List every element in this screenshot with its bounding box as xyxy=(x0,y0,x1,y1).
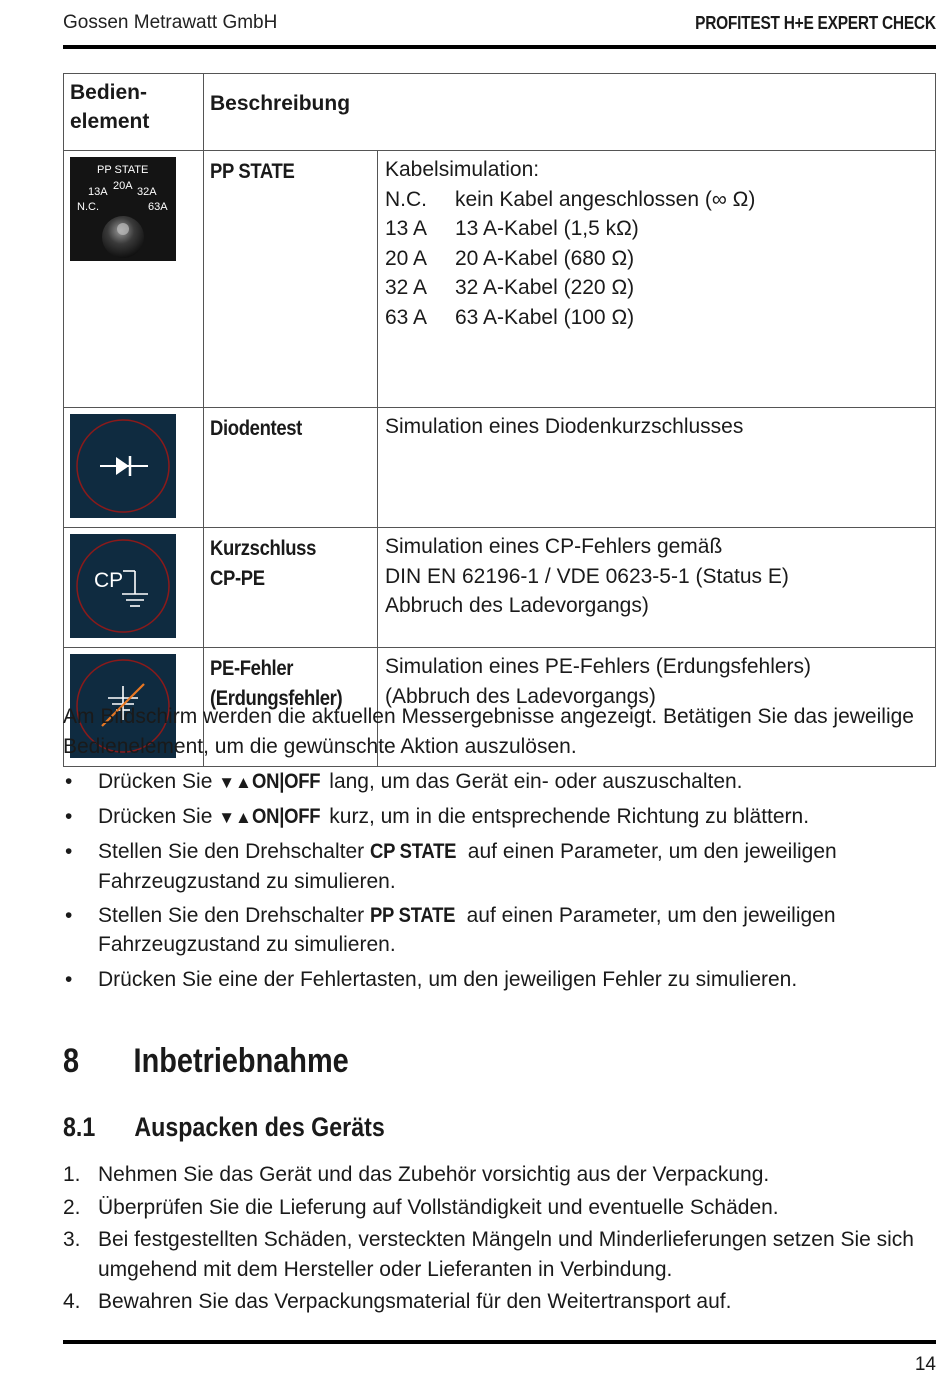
state-meaning: kein Kabel angeschlossen (∞ Ω) xyxy=(455,187,756,211)
switch-label: PP STATE xyxy=(370,903,456,927)
state-meaning: 13 A-Kabel (1,5 kΩ) xyxy=(455,217,639,241)
column-header-control: Bedien- element xyxy=(64,74,204,151)
control-description: Simulation eines Diodenkurzschlusses xyxy=(378,408,936,528)
knob-label-13a: 13A xyxy=(88,186,108,198)
bullet-text: kurz, um in die entsprechende Richtung zu blättern. xyxy=(323,805,810,829)
step-number: 4. xyxy=(63,1290,81,1314)
step-number: 3. xyxy=(63,1228,81,1252)
rotary-knob-icon xyxy=(70,157,176,261)
state-code: 20 A xyxy=(385,246,428,270)
state-code: 32 A xyxy=(385,276,428,300)
table-row xyxy=(64,528,936,648)
knob-label-nc: N.C. xyxy=(77,201,99,213)
diode-icon xyxy=(70,414,176,518)
state-meaning: 63 A-Kabel (100 Ω) xyxy=(455,305,635,329)
cp-icon-label: CP xyxy=(94,569,124,592)
bullet-text: Drücken Sie xyxy=(98,770,219,793)
key-label: ON|OFF xyxy=(251,805,321,829)
header-company: Gossen Metrawatt GmbH xyxy=(63,12,278,33)
control-name: PE-Fehler (Erdungsfehler) xyxy=(210,657,343,710)
control-name: Kurzschluss CP-PE xyxy=(210,537,317,590)
table-row xyxy=(64,151,936,408)
instruction-list xyxy=(63,767,938,999)
state-code: N.C. xyxy=(385,187,427,211)
bullet-text: auf einen Parameter, um den jeweiligen Fahrzeugzustand zu simulieren. xyxy=(98,840,837,893)
cp-ground-icon xyxy=(70,534,176,638)
pp-state-knob-image xyxy=(70,157,176,261)
step-text: Überprüfen Sie die Lieferung auf Vollständigkeit und eventuelle Schäden. xyxy=(98,1195,779,1219)
unpacking-steps xyxy=(63,1160,938,1320)
knob-label-title: PP STATE xyxy=(97,164,149,176)
section-number: 8 xyxy=(63,1042,80,1080)
bullet-text: Stellen Sie den Drehschalter xyxy=(98,840,370,864)
step-number: 2. xyxy=(63,1195,81,1219)
bullet-text: Stellen Sie den Drehschalter xyxy=(98,903,370,927)
table-header-row xyxy=(64,74,936,151)
key-label: ON|OFF xyxy=(251,770,321,793)
arrow-keys-icon: ▼▲ xyxy=(218,773,252,792)
header-rule xyxy=(63,45,936,49)
description-line: Kabelsimulation: xyxy=(385,158,540,181)
pp-state-description xyxy=(385,155,929,333)
list-item xyxy=(63,1225,938,1284)
section-heading xyxy=(63,1042,349,1081)
control-name: Diodentest xyxy=(210,417,302,440)
list-item xyxy=(63,1287,938,1317)
bullet-text: Drücken Sie eine der Fehlertasten, um den jeweiligen Fehler zu simulieren. xyxy=(98,967,798,991)
controls-table xyxy=(63,73,936,767)
control-description: Simulation eines CP-Fehlers gemäß DIN EN 62196-1 / VDE 0623-5-1 (Status E) Abbruch des Ladevorgangs) xyxy=(378,528,936,648)
list-item: • Drücken Sie ▼▲ON|OFF lang, um das Gerät ein- oder auszuschalten. xyxy=(63,767,938,798)
table-row xyxy=(64,408,936,528)
column-header-description: Beschreibung xyxy=(204,74,936,151)
section-title: Inbetriebnahme xyxy=(133,1042,349,1080)
list-item: • Drücken Sie ▼▲ON|OFF kurz, um in die entsprechende Richtung zu blättern. xyxy=(63,802,938,833)
list-item xyxy=(63,1193,938,1223)
arrow-keys-icon: ▼▲ xyxy=(218,808,252,828)
step-number: 1. xyxy=(63,1163,81,1186)
step-text: Bewahren Sie das Verpackungsmaterial für den Weitertransport auf. xyxy=(98,1290,732,1314)
cp-pe-button-image xyxy=(70,534,176,638)
knob-label-20a: 20A xyxy=(113,180,133,192)
control-description: Simulation eines PE-Fehlers (Erdungsfehlers) (Abbruch des Ladevorgangs) xyxy=(378,648,936,767)
page-number: 14 xyxy=(914,1354,936,1375)
bullet-text: Drücken Sie xyxy=(98,805,219,829)
state-meaning: 32 A-Kabel (220 Ω) xyxy=(455,276,635,300)
bullet-text: lang, um das Gerät ein- oder auszuschalten. xyxy=(323,770,743,793)
state-code: 13 A xyxy=(385,217,428,241)
subsection-number: 8.1 xyxy=(63,1112,96,1142)
subsection-heading xyxy=(63,1112,385,1143)
list-item: • Stellen Sie den Drehschalter CP STATE auf einen Parameter, um den jeweiligen Fahrzeugzustand zu simulieren. xyxy=(63,837,938,896)
switch-label: CP STATE xyxy=(370,840,457,864)
knob-label-32a: 32A xyxy=(137,186,157,198)
list-item: • Drücken Sie eine der Fehlertasten, um den jeweiligen Fehler zu simulieren. xyxy=(65,967,798,991)
step-text: Bei festgestellten Schäden, versteckten Mängeln und Minderlieferungen setzen Sie sich umgehend mit dem Hersteller oder Lieferanten in Verbindung. xyxy=(98,1228,914,1281)
header-product: PROFITEST H+E EXPERT CHECK xyxy=(695,13,936,33)
knob-label-63a: 63A xyxy=(148,201,168,213)
list-item: • Stellen Sie den Drehschalter PP STATE auf einen Parameter, um den jeweiligen Fahrzeugzustand zu simulieren. xyxy=(63,901,938,960)
list-item xyxy=(63,1160,938,1190)
bullet-text: auf einen Parameter, um den jeweiligen Fahrzeugzustand zu simulieren. xyxy=(98,903,836,957)
footer-rule xyxy=(63,1340,936,1344)
control-name: PP STATE xyxy=(210,160,295,183)
intro-paragraph: Am Bildschirm werden die aktuellen Messergebnisse angezeigt. Betätigen Sie das jeweilige Bedienelement, um die gewünschte Aktion auszulösen. xyxy=(63,705,914,758)
step-text: Nehmen Sie das Gerät und das Zubehör vorsichtig aus der Verpackung. xyxy=(98,1163,770,1186)
diode-button-image xyxy=(70,414,176,518)
state-meaning: 20 A-Kabel (680 Ω) xyxy=(455,246,635,270)
state-code: 63 A xyxy=(385,305,428,329)
subsection-title: Auspacken des Geräts xyxy=(134,1112,385,1142)
